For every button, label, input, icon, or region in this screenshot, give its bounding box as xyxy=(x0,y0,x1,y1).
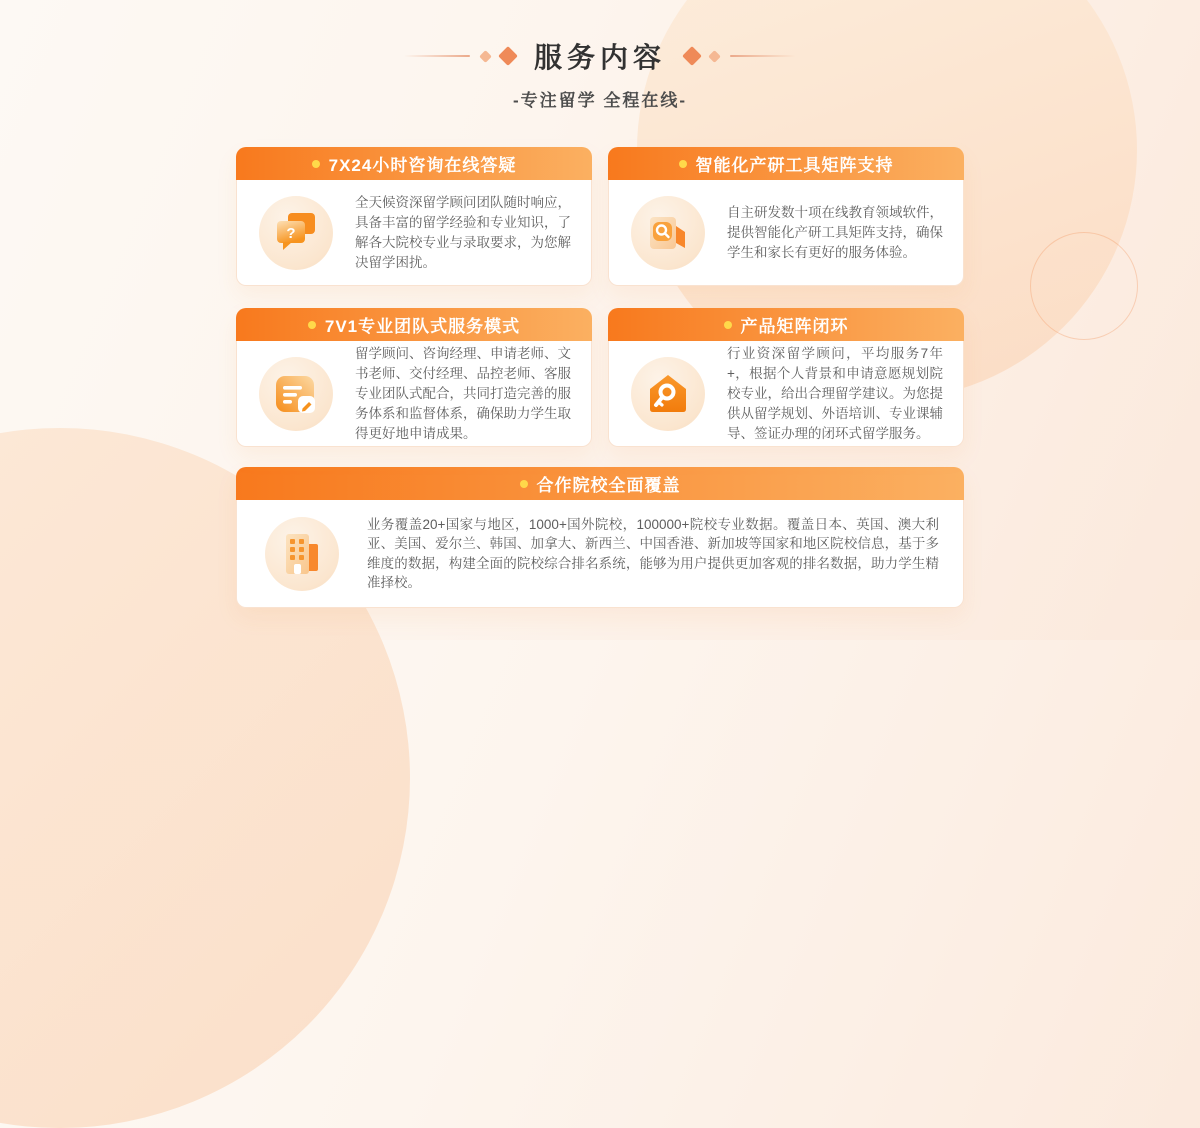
decor-line-left xyxy=(404,55,470,57)
service-card-coverage xyxy=(236,467,964,608)
diamond-icon xyxy=(708,50,721,63)
card-title: 合作院校全面覆盖 xyxy=(536,476,681,495)
decor-line-right xyxy=(730,55,796,57)
chat-question-icon xyxy=(259,196,333,270)
card-description: 行业资深留学顾问，平均服务7年+，根据个人背景和申请意愿规划院校专业，给出合理留学建议。为您提供从留学规划、外语培训、专业课辅导、签证办理的闭环式留学服务。 xyxy=(727,345,943,441)
section-subtitle: -专注留学 全程在线- xyxy=(512,91,688,110)
card-title: 7X24小时咨询在线答疑 xyxy=(328,156,517,175)
card-header xyxy=(608,147,964,180)
page-title: 服务内容 xyxy=(533,42,666,73)
service-card-tools xyxy=(608,147,964,286)
section-header xyxy=(0,0,1200,111)
service-card-team xyxy=(236,308,592,447)
bullet-dot-icon xyxy=(308,321,316,329)
bullet-dot-icon xyxy=(312,160,320,168)
card-description: 业务覆盖20+国家与地区，1000+国外院校，100000+院校专业数据。覆盖日本、英国、澳大利亚、美国、爱尔兰、韩国、加拿大、新西兰、中国香港、新加坡等国家和地区院校信息，基于多维度的数据，构建全面的院校综合排名系统，能够为用户提供更加客观的排名数据，助力学生精准择校。 xyxy=(367,516,939,590)
card-description: 留学顾问、咨询经理、申请老师、文书老师、交付经理、品控老师、客服专业团队式配合，共同打造完善的服务体系和监督体系，确保助力学生取得更好地申请成果。 xyxy=(355,345,571,441)
card-title: 产品矩阵闭环 xyxy=(740,317,849,336)
diamond-icon xyxy=(479,50,492,63)
card-body xyxy=(236,341,592,447)
bullet-dot-icon xyxy=(679,160,687,168)
card-description: 自主研发数十项在线教育领域软件，提供智能化产研工具矩阵支持，确保学生和家长有更好的服务体验。 xyxy=(727,204,943,260)
search-folder-icon xyxy=(631,196,705,270)
bullet-dot-icon xyxy=(520,480,528,488)
service-card-closed-loop xyxy=(608,308,964,447)
card-header xyxy=(608,308,964,341)
card-body xyxy=(608,180,964,286)
card-body xyxy=(608,341,964,447)
card-header xyxy=(236,147,592,180)
card-body xyxy=(236,180,592,286)
card-title: 7V1专业团队式服务模式 xyxy=(324,317,521,336)
service-cards xyxy=(236,147,964,608)
svg-text:?: ? xyxy=(286,224,296,242)
bullet-dot-icon xyxy=(724,321,732,329)
diamond-icon xyxy=(498,46,518,66)
card-title: 智能化产研工具矩阵支持 xyxy=(695,156,894,175)
document-edit-icon xyxy=(259,357,333,431)
diamond-icon xyxy=(682,46,702,66)
building-icon xyxy=(265,517,339,591)
card-body xyxy=(236,500,964,608)
home-key-icon xyxy=(631,357,705,431)
service-card-consulting xyxy=(236,147,592,286)
card-description: 全天候资深留学顾问团队随时响应，具备丰富的留学经验和专业知识，了解各大院校专业与录取要求，为您解决留学困扰。 xyxy=(355,194,571,270)
card-header xyxy=(236,308,592,341)
card-header xyxy=(236,467,964,500)
